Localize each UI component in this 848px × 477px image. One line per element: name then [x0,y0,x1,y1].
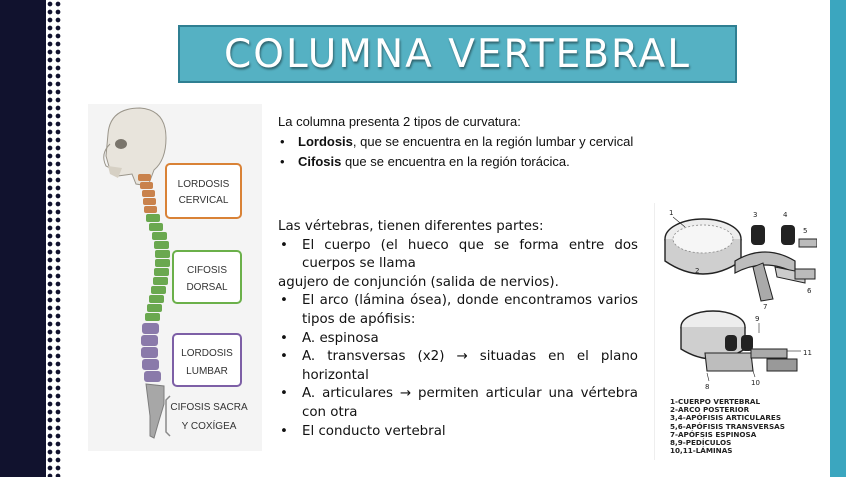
label-cifosis-dorsal-2: DORSAL [186,282,228,293]
diagram-number-1: 1 [669,209,674,217]
vertebra-drawing [655,203,817,393]
slide-title: COLUMNA VERTEBRAL [224,31,691,77]
vertebra-legend [670,398,785,455]
legend-item: 5,6-APÓFISIS TRANSVERSAS [670,421,785,431]
parts-item-arco: • El arco (lámina ósea), donde encontramos varios tipos de apófisis: [278,292,638,329]
lumbar-vertebrae [141,323,161,382]
spine-drawing [88,104,262,451]
cervical-vertebrae [138,174,157,213]
parts-intro: Las vértebras, tienen diferentes partes: [278,219,544,234]
parts-item-conducto: • El conducto vertebral [278,423,638,442]
title-banner [178,25,737,83]
legend-item: 10,11-LÁMINAS [670,446,733,456]
diagram-number-2: 2 [695,267,700,275]
vertebra-parts-text [278,218,638,441]
label-lordosis-cervical-1: LORDOSIS [177,179,230,190]
term-cifosis: Cifosis [298,154,342,169]
legend-item: 8,9-PEDÍCULOS [670,438,732,448]
diagram-number-11: 11 [803,349,812,357]
diagram-number-3: 3 [753,211,758,219]
label-cifosis-sacra-1: CIFOSIS SACRA [170,402,248,413]
diagram-number-5: 5 [803,227,808,235]
parts-item-cuerpo: • El cuerpo (el hueco que se forma entre dos cuerpos se llama [278,237,638,274]
spine-illustration [88,104,262,451]
parts-item-articulares: • A. articulares → permiten articular una vértebra con otra [278,385,638,422]
right-accent-stripe [828,0,848,477]
label-lordosis-cervical-2: CERVICAL [178,195,229,206]
diagram-number-10: 10 [751,379,760,387]
lordosis-description: , que se encuentra en la región lumbar y cervical [352,134,634,149]
legend-item: 1-CUERPO VERTEBRAL [670,397,761,406]
label-lordosis-lumbar-2: LUMBAR [186,366,228,377]
label-lordosis-lumbar-1: LORDOSIS [181,348,233,359]
diagram-number-4: 4 [783,211,788,219]
curvature-item-cifosis [278,152,698,172]
legend-item: 3,4-APÓFISIS ARTICULARES [670,413,781,423]
label-cifosis-sacra-2: Y COXÍGEA [181,421,237,432]
parts-continuation: agujero de conjunción (salida de nervios). [278,274,559,290]
dotted-border [46,0,62,477]
parts-item-espinosa: • A. espinosa [278,330,638,349]
curvature-text [278,112,698,172]
curvature-item-lordosis [278,132,698,152]
label-cifosis-dorsal-1: CIFOSIS [186,265,228,276]
vertebra-diagram [654,203,817,460]
cifosis-description: que se encuentra en la región torácica. [341,154,570,169]
legend-item: 7-APÓFSIS ESPINOSA [670,429,757,439]
parts-item-transversas: • A. transversas (x2) → situadas en el plano horizontal [278,348,638,385]
term-lordosis: Lordosis [298,134,353,149]
legend-item: 2-ARCO POSTERIOR [670,405,750,415]
diagram-number-7: 7 [763,303,768,311]
diagram-number-6: 6 [807,287,812,295]
diagram-number-8: 8 [705,383,710,391]
curvature-intro: La columna presenta 2 tipos de curvatura: [278,114,521,129]
dorsal-vertebrae [145,214,170,321]
diagram-number-9: 9 [755,315,760,323]
left-sidebar-band [0,0,46,477]
